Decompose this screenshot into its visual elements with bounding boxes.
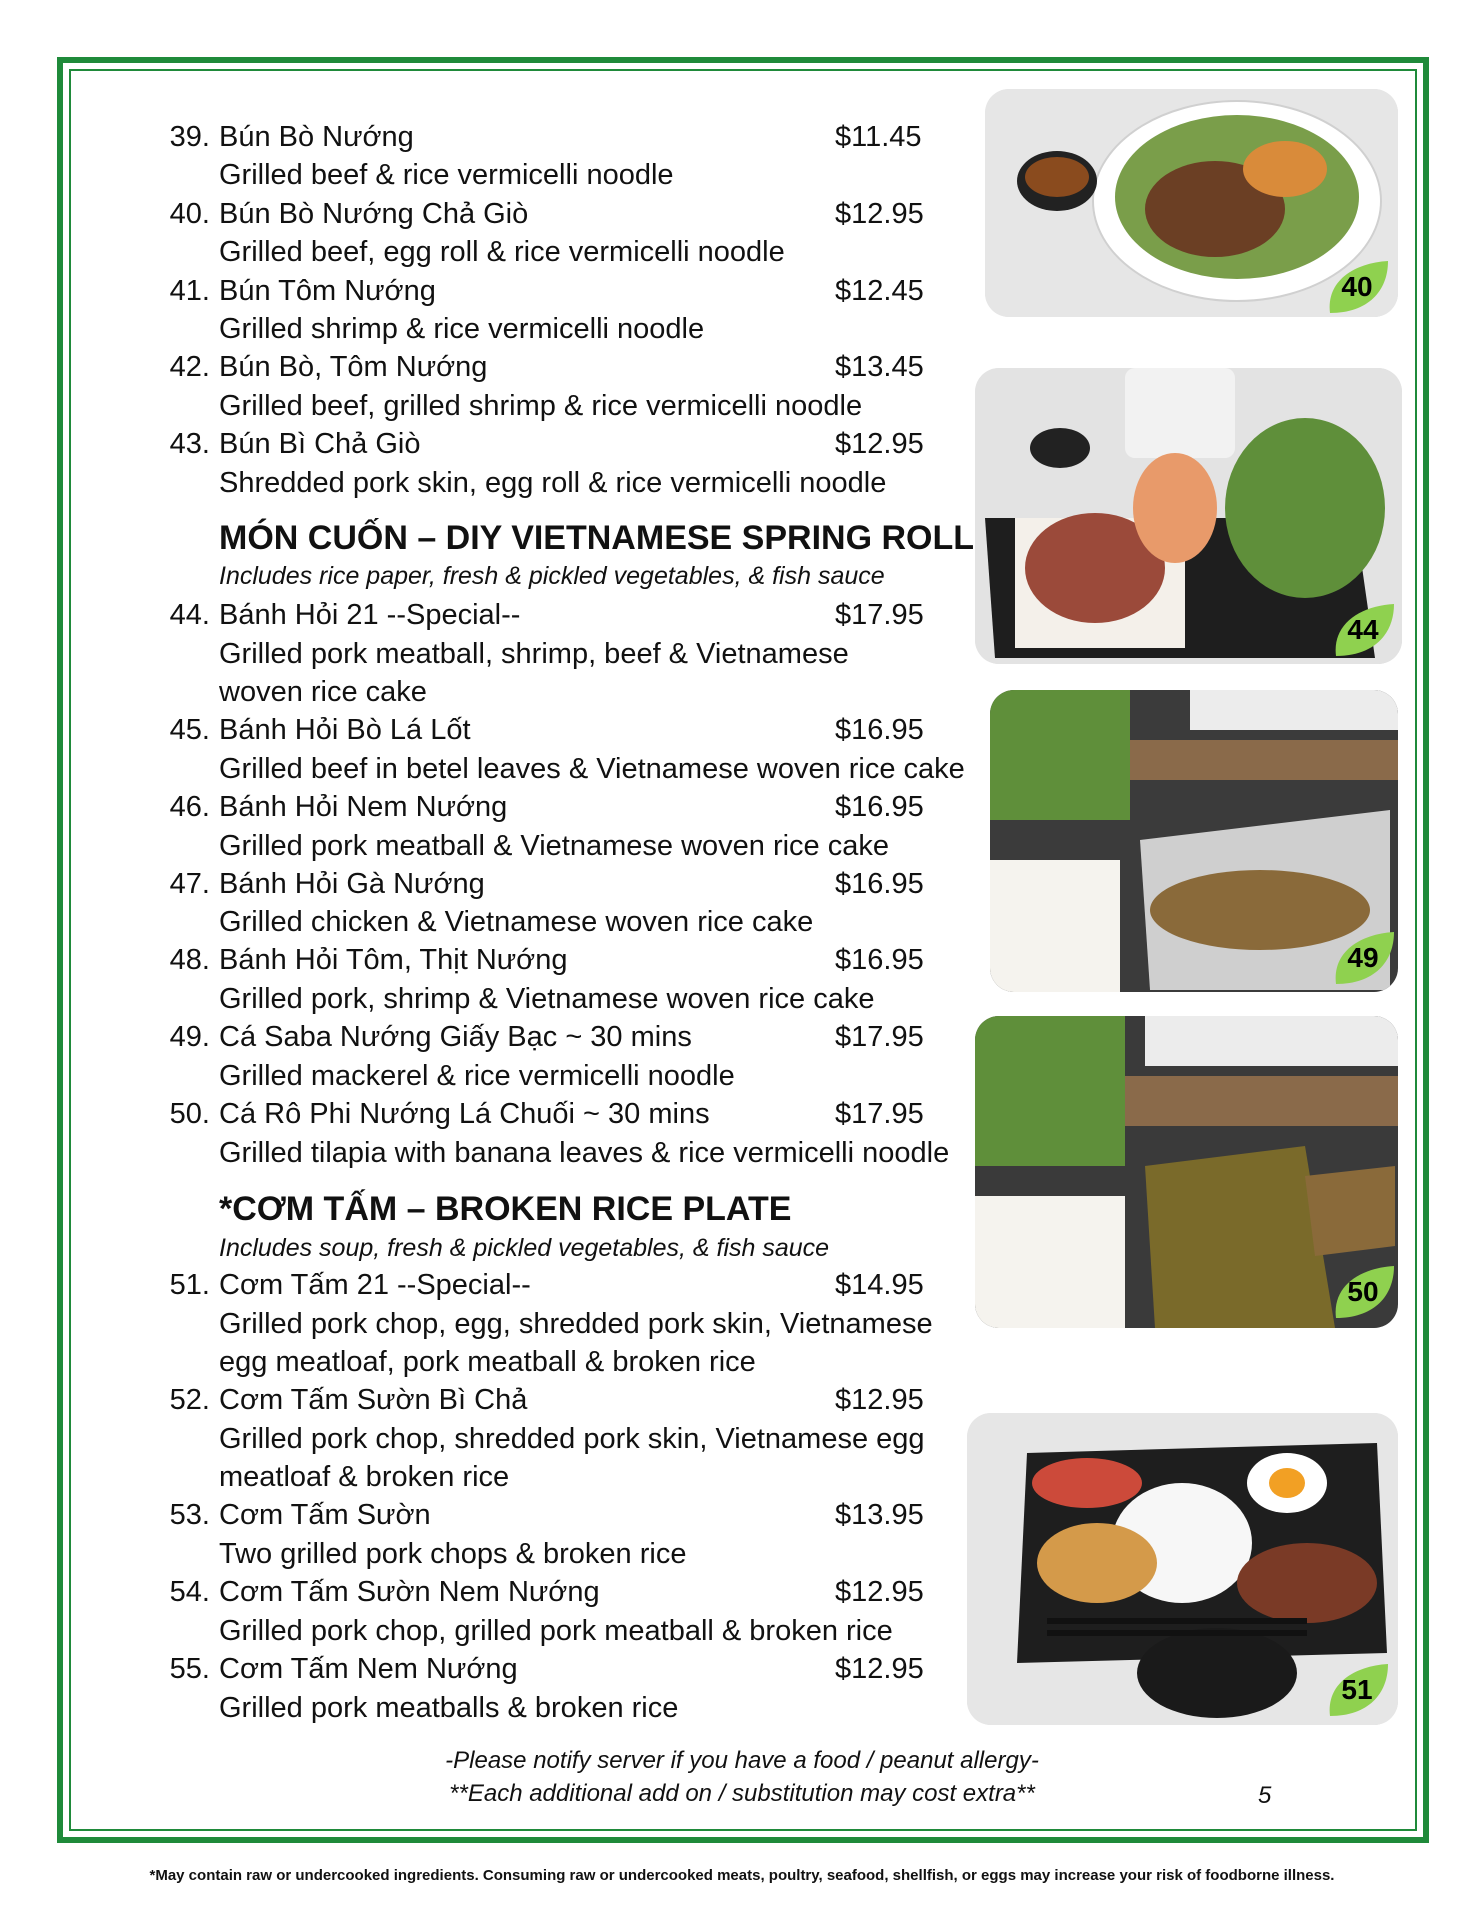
item-number: 41. xyxy=(169,275,210,307)
item-description: Grilled mackerel & rice vermicelli noodle xyxy=(219,1060,735,1092)
item-number: 50. xyxy=(169,1098,210,1130)
item-description: Grilled beef in betel leaves & Vietnamese woven rice cake xyxy=(219,753,965,785)
item-name: Bánh Hỏi Nem Nướng xyxy=(219,791,508,823)
item-number: 54. xyxy=(169,1576,210,1608)
photo-badge xyxy=(1324,259,1390,315)
item-name: Bún Tôm Nướng xyxy=(219,275,436,307)
item-number: 51. xyxy=(169,1269,210,1301)
item-price: $12.95 xyxy=(835,1653,924,1685)
item-price: $12.95 xyxy=(835,428,924,460)
photo-badge xyxy=(1330,1264,1396,1320)
allergy-note: -Please notify server if you have a food / peanut allergy- xyxy=(445,1747,1039,1774)
item-description: Grilled tilapia with banana leaves & rice vermicelli noodle xyxy=(219,1137,950,1169)
item-description: meatloaf & broken rice xyxy=(219,1461,510,1493)
item-price: $16.95 xyxy=(835,791,924,823)
section-subtitle: Includes rice paper, fresh & pickled vegetables, & fish sauce xyxy=(219,562,885,590)
item-name: Bún Bò Nướng Chả Giò xyxy=(219,198,529,230)
item-description: Grilled pork meatball, shrimp, beef & Vietnamese xyxy=(219,638,849,670)
item-price: $17.95 xyxy=(835,1098,924,1130)
item-description: Grilled beef, grilled shrimp & rice vermicelli noodle xyxy=(219,390,863,422)
item-number: 45. xyxy=(169,714,210,746)
photo-badge-label: 49 xyxy=(1347,942,1379,973)
item-price: $13.45 xyxy=(835,351,924,383)
item-price: $17.95 xyxy=(835,599,924,631)
item-price: $12.95 xyxy=(835,1576,924,1608)
item-name: Bánh Hỏi Gà Nướng xyxy=(219,868,485,900)
item-name: Cơm Tấm Nem Nướng xyxy=(219,1653,518,1685)
item-price: $11.45 xyxy=(835,121,922,153)
item-number: 52. xyxy=(169,1384,210,1416)
item-name: Cơm Tấm Sườn xyxy=(219,1499,431,1531)
item-number: 47. xyxy=(169,868,210,900)
item-number: 49. xyxy=(169,1021,210,1053)
item-description: Grilled pork chop, grilled pork meatball & broken rice xyxy=(219,1615,893,1647)
photo-badge xyxy=(1330,602,1396,658)
item-description: Grilled beef, egg roll & rice vermicelli noodle xyxy=(219,236,785,268)
item-description: Grilled pork, shrimp & Vietnamese woven rice cake xyxy=(219,983,875,1015)
item-name: Bánh Hỏi Bò Lá Lốt xyxy=(219,714,471,746)
food-safety-disclaimer: *May contain raw or undercooked ingredients. Consuming raw or undercooked meats, poultry, seafood, shellfish, or eggs may increase your risk of foodborne illness. xyxy=(149,1867,1335,1884)
item-price: $12.95 xyxy=(835,198,924,230)
item-description: Grilled shrimp & rice vermicelli noodle xyxy=(219,313,705,345)
item-name: Bánh Hỏi Tôm, Thịt Nướng xyxy=(219,944,568,976)
section-title: *CƠM TẤM – BROKEN RICE PLATE xyxy=(219,1190,792,1228)
item-number: 53. xyxy=(169,1499,210,1531)
item-price: $14.95 xyxy=(835,1269,924,1301)
item-number: 43. xyxy=(169,428,210,460)
item-description: Grilled pork chop, egg, shredded pork skin, Vietnamese xyxy=(219,1308,933,1340)
addon-note: **Each additional add on / substitution may cost extra** xyxy=(449,1780,1035,1807)
item-description: Shredded pork skin, egg roll & rice vermicelli noodle xyxy=(219,467,887,499)
photo-badge xyxy=(1324,1662,1390,1718)
item-number: 48. xyxy=(169,944,210,976)
photo-badge-label: 40 xyxy=(1341,271,1373,302)
item-number: 46. xyxy=(169,791,210,823)
item-price: $16.95 xyxy=(835,714,924,746)
item-number: 42. xyxy=(169,351,210,383)
item-name: Cơm Tấm Sườn Bì Chả xyxy=(219,1384,528,1416)
page-number: 5 xyxy=(1258,1782,1272,1809)
item-price: $12.45 xyxy=(835,275,924,307)
photo-badge xyxy=(1330,930,1396,986)
item-price: $13.95 xyxy=(835,1499,924,1531)
item-number: 44. xyxy=(169,599,210,631)
item-name: Bún Bì Chả Giò xyxy=(219,428,421,460)
section-subtitle: Includes soup, fresh & pickled vegetables, & fish sauce xyxy=(219,1234,830,1262)
item-name: Cá Saba Nướng Giấy Bạc ~ 30 mins xyxy=(219,1021,692,1053)
item-description: Grilled pork chop, shredded pork skin, Vietnamese egg xyxy=(219,1423,925,1455)
photo-badge-label: 50 xyxy=(1347,1276,1379,1307)
item-description: Grilled beef & rice vermicelli noodle xyxy=(219,159,674,191)
item-price: $16.95 xyxy=(835,868,924,900)
item-name: Cá Rô Phi Nướng Lá Chuối ~ 30 mins xyxy=(219,1098,710,1130)
item-description: Two grilled pork chops & broken rice xyxy=(219,1538,687,1570)
item-number: 55. xyxy=(169,1653,210,1685)
item-price: $16.95 xyxy=(835,944,924,976)
item-description: Grilled pork meatballs & broken rice xyxy=(219,1692,679,1724)
item-number: 39. xyxy=(169,121,210,153)
item-name: Bún Bò, Tôm Nướng xyxy=(219,351,488,383)
item-number: 40. xyxy=(169,198,210,230)
photo-badge-label: 44 xyxy=(1347,614,1379,645)
item-price: $17.95 xyxy=(835,1021,924,1053)
item-price: $12.95 xyxy=(835,1384,924,1416)
item-description: woven rice cake xyxy=(219,676,427,708)
item-name: Bún Bò Nướng xyxy=(219,121,414,153)
item-description: Grilled pork meatball & Vietnamese woven rice cake xyxy=(219,830,890,862)
item-name: Bánh Hỏi 21 --Special-- xyxy=(219,599,521,631)
item-name: Cơm Tấm Sườn Nem Nướng xyxy=(219,1576,600,1608)
section-title: MÓN CUỐN – DIY VIETNAMESE SPRING ROLL xyxy=(219,519,975,557)
photo-badge-label: 51 xyxy=(1341,1674,1373,1705)
item-description: Grilled chicken & Vietnamese woven rice cake xyxy=(219,906,814,938)
item-description: egg meatloaf, pork meatball & broken rice xyxy=(219,1346,756,1378)
item-name: Cơm Tấm 21 --Special-- xyxy=(219,1269,531,1301)
